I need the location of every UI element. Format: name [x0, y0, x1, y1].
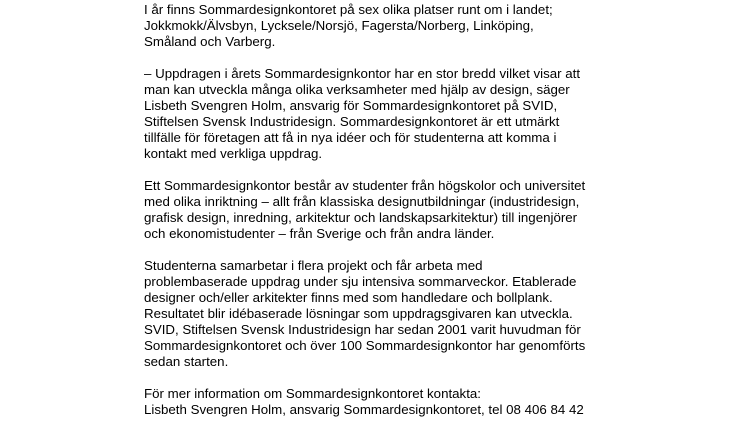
text-line: SVID, Stiftelsen Svensk Industridesign har sedan 2001 varit huvudman för	[144, 322, 581, 337]
text-line: Lisbeth Svengren Holm, ansvarig för Sommardesignkontoret på SVID,	[144, 98, 558, 113]
paragraph-collaboration	[144, 258, 624, 370]
text-line: Lisbeth Svengren Holm, ansvarig Sommardesignkontoret, tel 08 406 84 42	[144, 402, 584, 417]
text-line: För mer information om Sommardesignkontoret kontakta:	[144, 386, 481, 401]
text-line: designer och/eller arkitekter finns med som handledare och bollplank.	[144, 290, 553, 305]
text-line: med olika inriktning – allt från klassiska designutbildningar (industridesign,	[144, 194, 580, 209]
paragraph-quote	[144, 66, 624, 162]
text-line: Resultatet blir idébaserade lösningar som uppdragsgivaren kan utveckla.	[144, 306, 573, 321]
text-line: – Uppdragen i årets Sommardesignkontor har en stor bredd vilket visar att	[144, 66, 581, 81]
text-line: Ett Sommardesignkontor består av studenter från högskolor och universitet	[144, 178, 586, 193]
text-line: Sommardesignkontoret och över 100 Sommardesignkontor har genomförts	[144, 338, 586, 353]
paragraph-composition	[144, 178, 624, 242]
text-line: Stiftelsen Svensk Industridesign. Sommardesignkontoret är ett utmärkt	[144, 114, 560, 129]
text-line: grafisk design, inredning, arkitektur och landskapsarkitektur) till ingenjörer	[144, 210, 578, 225]
text-line: kontakt med verkliga uppdrag.	[144, 146, 323, 161]
paragraph-contact	[144, 386, 624, 418]
document-body	[144, 2, 624, 434]
text-line: man kan utveckla många olika verksamheter med hjälp av design, säger	[144, 82, 570, 97]
text-line: Småland och Varberg.	[144, 34, 276, 49]
text-line: Studenterna samarbetar i flera projekt och får arbeta med	[144, 258, 483, 273]
text-line: sedan starten.	[144, 354, 229, 369]
text-line: I år finns Sommardesignkontoret på sex olika platser runt om i landet;	[144, 2, 553, 17]
text-line: tillfälle för företagen att få in nya idéer och för studenterna att komma i	[144, 130, 557, 145]
text-line: och ekonomistudenter – från Sverige och från andra länder.	[144, 226, 495, 241]
paragraph-locations	[144, 2, 624, 50]
text-line: Jokkmokk/Älvsbyn, Lycksele/Norsjö, Fagersta/Norberg, Linköping,	[144, 18, 534, 33]
text-line: problembaserade uppdrag under sju intensiva sommarveckor. Etablerade	[144, 274, 577, 289]
